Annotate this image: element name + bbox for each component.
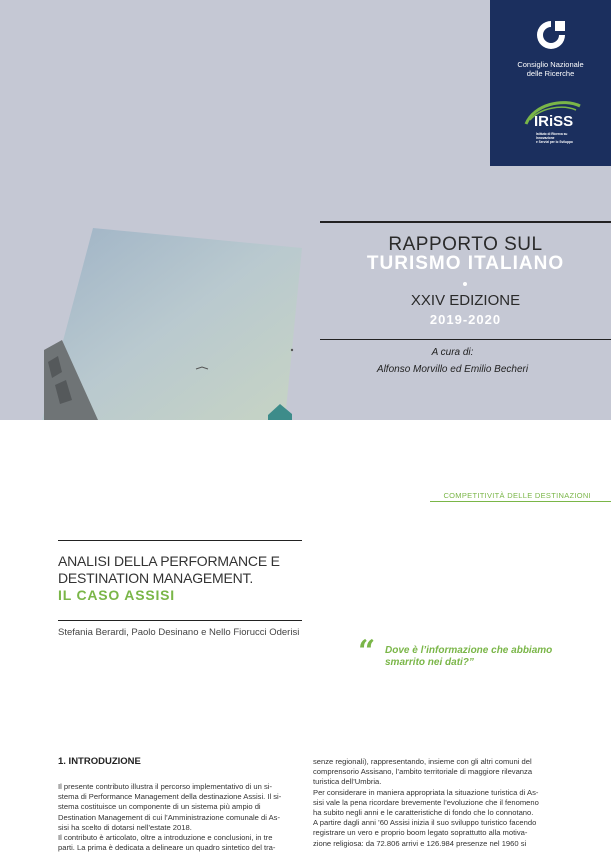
cnr-name [490,60,611,78]
cover-band [0,0,611,420]
body-line: ha subito negli anni e le caratteristiche di fondo che lo connotano. [313,808,534,818]
report-title-line2: TURISMO ITALIANO [366,253,565,274]
curated-by-names: Alfonso Morvillo ed Emilio Becheri [376,364,529,375]
body-line: stema costituisce un componente di un sistema più ampio di [58,802,261,812]
body-line: parti. La prima è dedicata a delineare un quadro sintetico del tra- [58,843,276,853]
cnr-logo-panel [490,0,611,166]
body-line: Il presente contributo illustra il percorso implementativo di un si- [58,782,272,791]
article-authors: Stefania Berardi, Paolo Desinano e Nello Fiorucci Oderisi [58,627,300,638]
body-line: comprensorio Assisano, l’ambito territoriale di maggiore rilevanza [313,767,533,777]
cnr-name-line: Consiglio Nazionale [517,60,584,69]
body-line: Destination Management di cui l’Amministrazione comunale di As- [58,812,281,822]
title-bottom-rule [320,339,611,340]
body-line: sisi vale la pena ricordare brevemente l’evoluzione che il fenomeno [313,797,539,807]
section-tag: COMPETITIVITÀ DELLE DESTINAZIONI [443,491,591,500]
body-line: stema di Performance Management della destinazione Assisi. Il si- [58,792,282,802]
pull-quote-line: smarrito nei dati?” [385,657,474,668]
irss-subtitle-line: Istituto di Ricerca su Innovazione [536,132,568,140]
article-title-highlight: IL CASO ASSISI [58,587,175,603]
cnr-logo-icon [534,18,568,52]
article-title-line: DESTINATION MANAGEMENT. [58,570,254,586]
article-title [58,553,318,604]
body-line: sisi ha scelto di dotarsi nell’estate 2018. [58,822,192,832]
body-column-left [58,782,298,853]
irss-subtitle [536,132,582,144]
edition-label: XXIV EDIZIONE [410,292,521,309]
body-line: turistica dell’Umbria. [313,777,382,787]
pull-quote-line: Dove è l’informazione che abbiamo [385,645,553,656]
curated-by-label: A cura di: [431,347,474,358]
intro-heading: 1. INTRODUZIONE [58,756,141,767]
cnr-name-line: delle Ricerche [526,69,575,78]
edition-years: 2019-2020 [429,312,502,327]
irss-subtitle-line: e Servizi per lo Sviluppo [536,140,573,144]
body-column-right [313,757,568,849]
body-line: registrare un vero e proprio boom legato soprattutto alla motiva- [313,828,528,838]
pull-quote [385,645,585,669]
body-line: Il contributo è articolato, oltre a introduzione e conclusioni, in tre [58,833,273,843]
title-top-rule [320,221,611,223]
body-line: senze regionali), rappresentando, insieme con gli altri comuni del [313,757,532,766]
irss-name: IRiSS [534,113,574,130]
article-title-bottom-rule [58,620,302,621]
article-title-line: ANALISI DELLA PERFORMANCE E [58,553,280,569]
body-line: A partire dagli anni ’60 Assisi inizia il suo sviluppo turistico facendo [313,818,537,828]
report-title-line1: RAPPORTO SUL [388,234,543,255]
article-title-top-rule [58,540,302,541]
quote-mark: “ [358,634,376,669]
body-line: Per considerare in maniera appropriata la situazione turistica di As- [313,787,539,797]
section-rule [430,501,611,502]
title-separator-dot [463,282,467,286]
body-line: zione religiosa: da 72.806 arrivi e 126.984 presenze nel 1960 si [313,838,527,848]
